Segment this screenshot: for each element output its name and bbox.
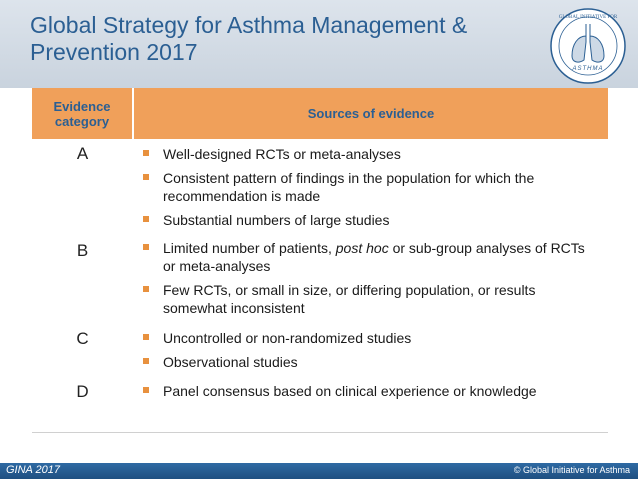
- gina-logo: [548, 6, 628, 86]
- evidence-sources: [133, 323, 608, 377]
- lungs-logo-icon: [548, 6, 628, 86]
- slide-footer: [0, 463, 638, 479]
- evidence-sources: [133, 377, 608, 406]
- table-row: [32, 235, 608, 323]
- table-header-row: [32, 88, 608, 139]
- bullet-square-icon: [143, 358, 149, 364]
- list-item: Consistent pattern of findings in the population for which the recommendation is made: [133, 169, 608, 205]
- bullet-square-icon: [143, 286, 149, 292]
- footer-label: GINA 2017: [6, 464, 61, 476]
- list-item: Limited number of patients, post hoc or sub-group analyses of RCTs or meta-analyses: [133, 239, 608, 275]
- bullet-square-icon: [143, 216, 149, 222]
- bullet-square-icon: [143, 387, 149, 393]
- table-row: [32, 377, 608, 406]
- bullet-square-icon: [143, 244, 149, 250]
- table-row: [32, 323, 608, 377]
- footer-copyright: © Global Initiative for Asthma: [513, 465, 630, 475]
- list-item: Substantial numbers of large studies: [133, 211, 608, 229]
- evidence-category: A: [76, 144, 89, 163]
- evidence-category: D: [76, 382, 89, 401]
- list-item: Well-designed RCTs or meta-analyses: [133, 145, 608, 163]
- column-header-sources: Sources of evidence: [133, 88, 608, 139]
- evidence-category: B: [76, 241, 89, 260]
- evidence-table: [32, 88, 608, 406]
- bullet-square-icon: [143, 174, 149, 180]
- list-item: Panel consensus based on clinical experience or knowledge: [133, 382, 608, 400]
- slide-title: [30, 12, 500, 66]
- table-bottom-divider: [32, 432, 608, 433]
- evidence-sources: [133, 235, 608, 323]
- table-row: [32, 139, 608, 235]
- logo-text: ASTHMA: [572, 66, 604, 72]
- bullet-square-icon: [143, 334, 149, 340]
- list-item: Uncontrolled or non-randomized studies: [133, 329, 608, 347]
- title-line-2: Prevention 2017: [30, 39, 198, 65]
- slide-header: [0, 0, 638, 88]
- svg-text:GLOBAL INITIATIVE FOR: GLOBAL INITIATIVE FOR: [558, 15, 618, 20]
- list-item: Observational studies: [133, 353, 608, 371]
- evidence-category: C: [76, 329, 89, 348]
- evidence-sources: [133, 139, 608, 235]
- list-item: Few RCTs, or small in size, or differing population, or results somewhat inconsistent: [133, 281, 608, 317]
- bullet-square-icon: [143, 150, 149, 156]
- column-header-category: Evidence category: [32, 88, 133, 139]
- title-line-1: Global Strategy for Asthma Management &: [30, 12, 468, 38]
